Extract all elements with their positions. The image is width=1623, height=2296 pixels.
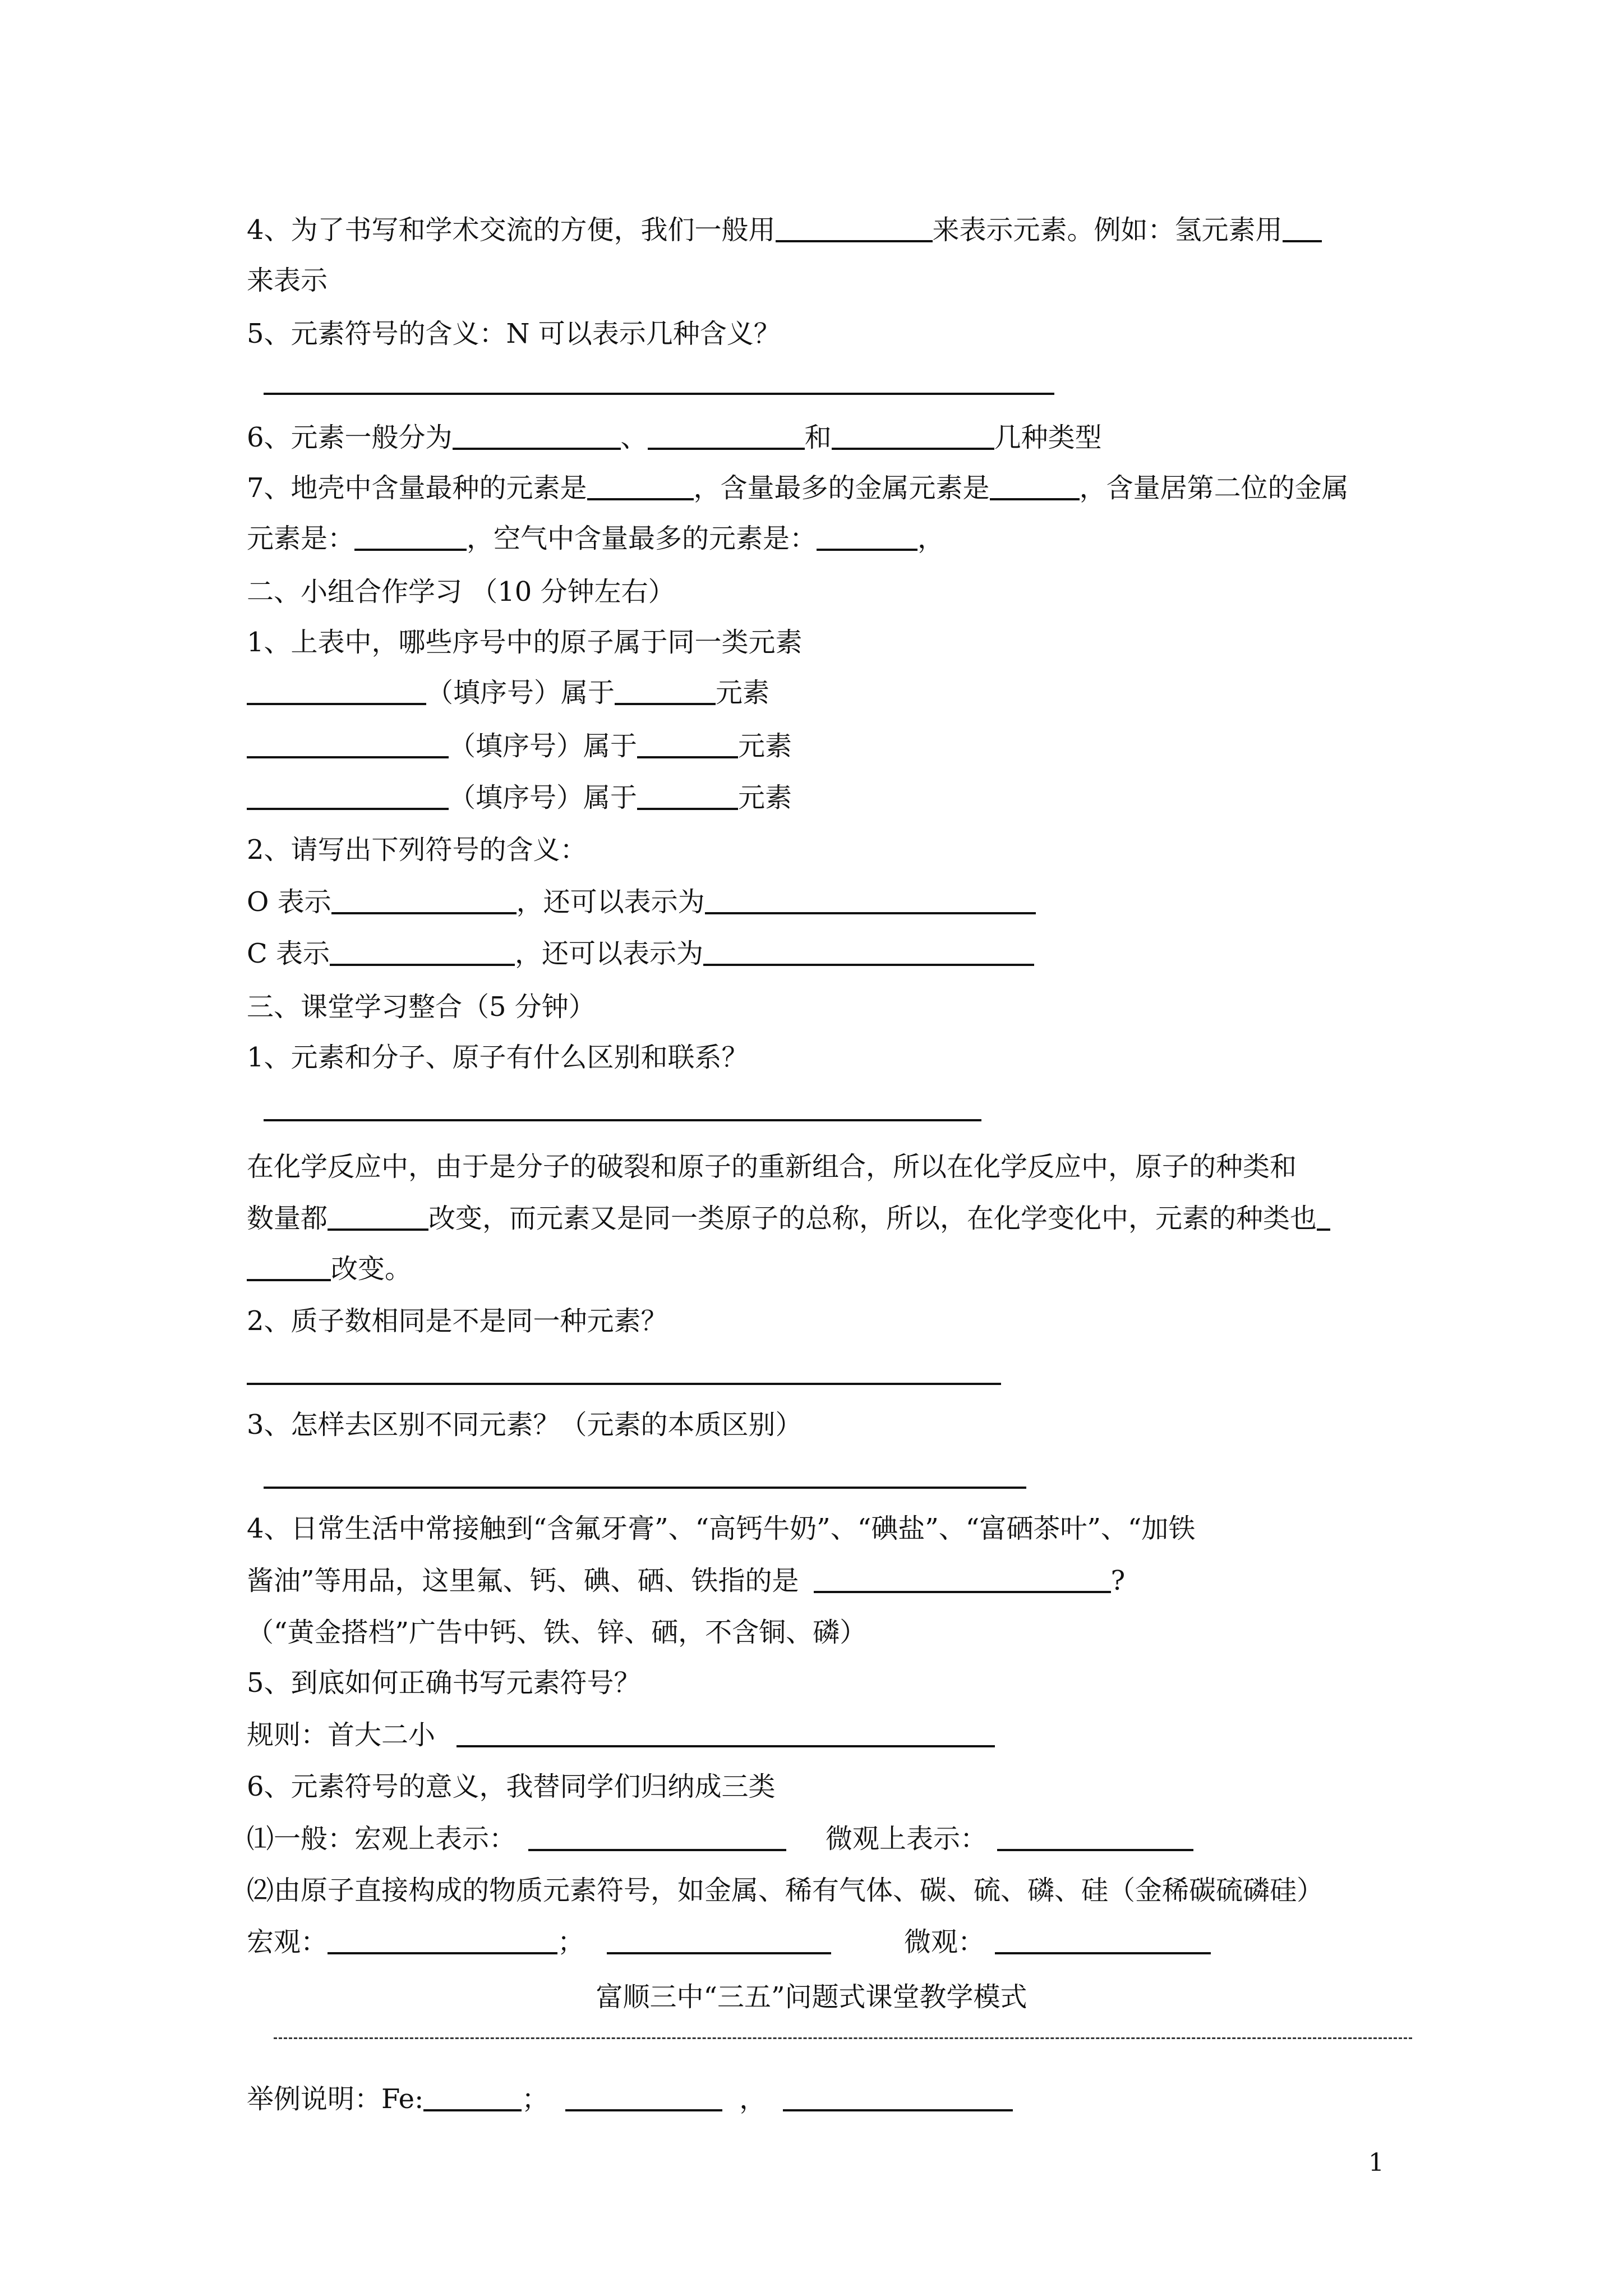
answer-blank[interactable] — [783, 2083, 1013, 2111]
answer-line[interactable] — [264, 393, 1054, 395]
fill-row-text-b: 元素 — [738, 730, 792, 762]
q5-line — [247, 317, 781, 351]
q7-text-f: ， — [917, 523, 945, 554]
fill-row-text-a: （填序号）属于 — [426, 677, 615, 708]
rule-line — [247, 1718, 995, 1752]
q5-text: 5、元素符号的含义：N 可以表示几种含义？ — [247, 318, 781, 349]
fill-row-text-b: 元素 — [738, 782, 792, 813]
s3-q3-line — [247, 1408, 803, 1442]
answer-blank[interactable] — [247, 730, 449, 758]
fill-row-text-a: （填序号）属于 — [449, 782, 638, 813]
s2-q2-line — [247, 833, 587, 867]
q4-text-b: 来表示元素。例如：氢元素用 — [932, 214, 1283, 246]
q7-text-e: ，空气中含量最多的元素是： — [467, 523, 817, 554]
q7-line-1 — [247, 471, 1349, 505]
s3-q4-text-b: 酱油”等用品，这里氟、钙、碘、硒、铁指的是 — [247, 1565, 799, 1596]
example-sep-1: ； — [522, 2083, 549, 2115]
o-symbol-text-a: O 表示 — [247, 886, 331, 918]
answer-blank[interactable] — [997, 1823, 1193, 1851]
answer-blank[interactable] — [776, 214, 933, 242]
fill-row-text-b: 元素 — [716, 677, 770, 708]
macro-text: 宏观： — [247, 1926, 328, 1958]
answer-blank[interactable] — [328, 1203, 428, 1231]
example-sep-2: ， — [739, 2083, 767, 2115]
o-symbol-text-b: ，还可以表示为 — [516, 886, 705, 918]
section-heading-3 — [247, 990, 596, 1024]
answer-blank[interactable] — [423, 2083, 522, 2111]
answer-blank[interactable] — [354, 523, 467, 551]
answer-blank[interactable] — [637, 730, 738, 758]
s3-q3-text: 3、怎样去区别不同元素？（元素的本质区别） — [247, 1409, 803, 1441]
q6-text-d: 几种类型 — [994, 422, 1102, 453]
macro-micro-line — [247, 1925, 1211, 1959]
answer-blank[interactable] — [832, 422, 994, 450]
answer-blank[interactable] — [331, 886, 517, 914]
s3-q4-line-2 — [247, 1564, 1125, 1598]
answer-blank[interactable] — [1283, 214, 1322, 242]
s3-q1-line — [247, 1041, 749, 1074]
paragraph-text-2a: 数量都 — [247, 1203, 328, 1234]
footer-title: 富顺三中“三五”问题式课堂教学模式 — [596, 1981, 1027, 2013]
q4-line-1 — [247, 213, 1322, 247]
s3-q4-note-text: （“黄金搭档”广告中钙、铁、锌、硒，不含铜、磷） — [247, 1617, 867, 1648]
answer-blank[interactable] — [705, 886, 1036, 914]
example-text: 举例说明：Fe: — [247, 2083, 424, 2115]
paragraph-text-1: 在化学反应中，由于是分子的破裂和原子的重新组合，所以在化学反应中，原子的种类和 — [247, 1151, 1297, 1182]
q6-text-b: 、 — [620, 422, 648, 453]
page-number: 1 — [1368, 2148, 1384, 2177]
c-symbol-line — [247, 937, 1034, 970]
answer-blank[interactable] — [1317, 1203, 1330, 1231]
paragraph-line-2 — [247, 1202, 1330, 1235]
s3-q6-line — [247, 1770, 776, 1803]
answer-blank[interactable] — [814, 1565, 1111, 1593]
s3-q2-text: 2、质子数相同是不是同一种元素？ — [247, 1305, 668, 1337]
paragraph-text-2b: 改变，而元素又是同一类原子的总称，所以，在化学变化中，元素的种类也 — [428, 1203, 1317, 1234]
q4-text-c: 来表示 — [247, 265, 328, 296]
answer-blank[interactable] — [247, 677, 426, 705]
s3-q4-line-1 — [247, 1512, 1195, 1545]
answer-blank[interactable] — [817, 523, 917, 551]
answer-blank[interactable] — [247, 782, 449, 810]
section-2-title: 二、小组合作学习 （10 分钟左右） — [247, 576, 675, 608]
rule-text: 规则：首大二小 — [247, 1719, 436, 1751]
q7-text-c: ，含量居第二位的金属 — [1079, 472, 1349, 504]
fill-row-1 — [247, 676, 769, 710]
meaning-general-line — [247, 1822, 1193, 1856]
paragraph-text-3: 改变。 — [331, 1253, 412, 1285]
answer-blank[interactable] — [565, 2083, 722, 2111]
s2-q2-text: 2、请写出下列符号的含义： — [247, 834, 587, 866]
fill-row-2 — [247, 729, 792, 763]
answer-blank[interactable] — [990, 472, 1080, 500]
s3-q5-text: 5、到底如何正确书写元素符号？ — [247, 1667, 641, 1699]
answer-line[interactable] — [264, 1119, 981, 1121]
q7-text-a: 7、地壳中含量最种的元素是 — [247, 472, 587, 504]
paragraph-line-1 — [247, 1150, 1297, 1184]
dashed-separator — [274, 2037, 1412, 2039]
q6-line — [247, 421, 1102, 454]
q4-line-2 — [247, 264, 328, 297]
paragraph-line-3 — [247, 1252, 412, 1286]
s2-q1-text: 1、上表中，哪些序号中的原子属于同一类元素 — [247, 627, 803, 658]
section-3-title: 三、课堂学习整合（5 分钟） — [247, 991, 596, 1023]
answer-blank[interactable] — [453, 422, 621, 450]
answer-line[interactable] — [264, 1487, 1026, 1489]
q7-line-2 — [247, 522, 944, 555]
q7-text-b: ，含量最多的金属元素是 — [693, 472, 990, 504]
o-symbol-line — [247, 885, 1036, 919]
q6-text-a: 6、元素一般分为 — [247, 422, 453, 453]
s2-q1-line — [247, 625, 803, 659]
s3-q4-text-c: ? — [1110, 1565, 1126, 1596]
answer-line[interactable] — [247, 1383, 1001, 1385]
answer-blank[interactable] — [703, 938, 1034, 966]
s3-q4-note — [247, 1616, 866, 1649]
answer-blank[interactable] — [528, 1823, 786, 1851]
s3-q1-text: 1、元素和分子、原子有什么区别和联系？ — [247, 1042, 749, 1073]
answer-blank[interactable] — [587, 472, 694, 500]
c-symbol-text-a: C 表示 — [247, 938, 330, 969]
answer-blank[interactable] — [648, 422, 805, 450]
answer-blank[interactable] — [637, 782, 738, 810]
q6-text-c: 和 — [804, 422, 832, 453]
fill-row-text-a: （填序号）属于 — [449, 730, 638, 762]
answer-blank[interactable] — [457, 1719, 995, 1747]
fill-row-3 — [247, 781, 792, 815]
section-heading-2 — [247, 575, 675, 609]
example-line — [247, 2082, 1013, 2116]
meaning-general-text-a: ⑴一般：宏观上表示： — [247, 1823, 517, 1855]
s3-q2-line — [247, 1304, 668, 1338]
answer-blank[interactable] — [615, 677, 716, 705]
meaning-atomic-line — [247, 1874, 1324, 1907]
answer-blank[interactable] — [247, 1253, 331, 1281]
meaning-atomic-text: ⑵由原子直接构成的物质元素符号，如金属、稀有气体、碳、硫、磷、硅（金稀碳硫磷硅） — [247, 1875, 1324, 1906]
micro-text: 微观： — [904, 1926, 985, 1958]
meaning-general-text-b: 微观上表示： — [826, 1823, 988, 1855]
macro-sep: ； — [557, 1926, 585, 1958]
s3-q5-line — [247, 1666, 641, 1700]
answer-blank[interactable] — [330, 938, 515, 966]
answer-blank[interactable] — [607, 1926, 831, 1954]
q4-text-a: 4、为了书写和学术交流的方便，我们一般用 — [247, 214, 776, 246]
answer-blank[interactable] — [328, 1926, 557, 1954]
c-symbol-text-b: ，还可以表示为 — [515, 938, 704, 969]
s3-q6-text: 6、元素符号的意义，我替同学们归纳成三类 — [247, 1771, 776, 1802]
s3-q4-text-a: 4、日常生活中常接触到“含氟牙膏”、“高钙牛奶”、“碘盐”、“富硒茶叶”、“加铁 — [247, 1513, 1196, 1544]
answer-blank[interactable] — [995, 1926, 1211, 1954]
q7-text-d: 元素是： — [247, 523, 355, 554]
